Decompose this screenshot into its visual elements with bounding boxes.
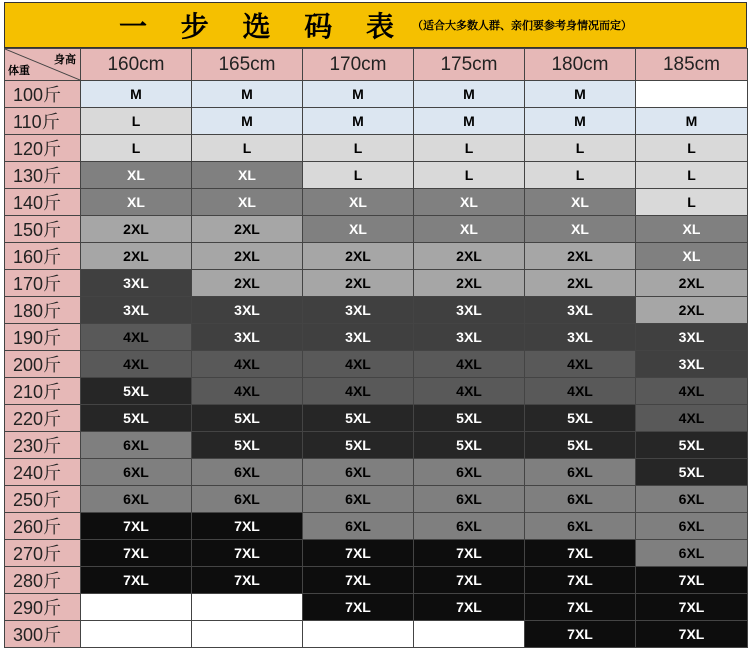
size-cell: 3XL bbox=[525, 297, 636, 324]
size-cell: 7XL bbox=[414, 567, 525, 594]
size-cell: 5XL bbox=[303, 405, 414, 432]
size-cell: L bbox=[81, 135, 192, 162]
size-cell: 5XL bbox=[414, 405, 525, 432]
table-body bbox=[5, 81, 748, 648]
table-row bbox=[5, 594, 748, 621]
weight-cell: 130斤 bbox=[5, 162, 81, 189]
size-cell: 5XL bbox=[414, 432, 525, 459]
size-cell bbox=[192, 594, 303, 621]
size-cell: XL bbox=[81, 162, 192, 189]
size-cell: 4XL bbox=[414, 378, 525, 405]
table-row bbox=[5, 513, 748, 540]
size-cell: 3XL bbox=[636, 351, 748, 378]
size-cell: 6XL bbox=[81, 486, 192, 513]
size-cell: M bbox=[525, 81, 636, 108]
size-cell bbox=[636, 81, 748, 108]
size-cell: 6XL bbox=[525, 513, 636, 540]
size-cell: 7XL bbox=[303, 567, 414, 594]
size-cell: 3XL bbox=[414, 324, 525, 351]
size-cell: XL bbox=[303, 189, 414, 216]
size-cell: 4XL bbox=[303, 351, 414, 378]
size-cell: XL bbox=[636, 216, 748, 243]
table-row bbox=[5, 540, 748, 567]
weight-cell: 190斤 bbox=[5, 324, 81, 351]
height-header: 170cm bbox=[303, 49, 414, 81]
size-cell: 7XL bbox=[303, 594, 414, 621]
table-row bbox=[5, 162, 748, 189]
size-cell: 2XL bbox=[525, 270, 636, 297]
size-cell: 2XL bbox=[414, 270, 525, 297]
table-row bbox=[5, 621, 748, 648]
size-cell bbox=[81, 621, 192, 648]
height-header: 175cm bbox=[414, 49, 525, 81]
size-cell: XL bbox=[303, 216, 414, 243]
size-cell: 7XL bbox=[192, 540, 303, 567]
size-cell: L bbox=[303, 135, 414, 162]
size-cell: 7XL bbox=[525, 621, 636, 648]
size-cell: 6XL bbox=[303, 513, 414, 540]
size-cell: 2XL bbox=[636, 297, 748, 324]
size-cell: L bbox=[636, 189, 748, 216]
size-cell: 3XL bbox=[192, 324, 303, 351]
size-cell: 4XL bbox=[414, 351, 525, 378]
size-cell: 7XL bbox=[81, 540, 192, 567]
size-cell: 5XL bbox=[303, 432, 414, 459]
table-row bbox=[5, 108, 748, 135]
size-cell: 7XL bbox=[303, 540, 414, 567]
size-cell: 4XL bbox=[636, 378, 748, 405]
size-chart bbox=[4, 2, 747, 648]
size-cell: 7XL bbox=[636, 594, 748, 621]
size-table bbox=[4, 48, 748, 648]
size-cell: 3XL bbox=[636, 324, 748, 351]
size-cell: 5XL bbox=[81, 405, 192, 432]
size-cell: 3XL bbox=[303, 297, 414, 324]
size-cell: 3XL bbox=[81, 270, 192, 297]
size-cell: 7XL bbox=[636, 567, 748, 594]
size-cell: 6XL bbox=[414, 486, 525, 513]
corner-cell bbox=[5, 49, 81, 81]
table-row bbox=[5, 567, 748, 594]
size-cell: L bbox=[525, 135, 636, 162]
height-label: 身高 bbox=[54, 53, 76, 66]
size-cell: 6XL bbox=[81, 432, 192, 459]
size-cell: 6XL bbox=[81, 459, 192, 486]
size-cell: 6XL bbox=[303, 486, 414, 513]
size-cell: M bbox=[81, 81, 192, 108]
title-bar bbox=[4, 2, 747, 48]
weight-cell: 180斤 bbox=[5, 297, 81, 324]
table-row bbox=[5, 459, 748, 486]
size-cell: 6XL bbox=[525, 486, 636, 513]
size-cell: L bbox=[192, 135, 303, 162]
height-header: 160cm bbox=[81, 49, 192, 81]
size-cell: XL bbox=[192, 189, 303, 216]
size-cell bbox=[303, 621, 414, 648]
size-cell: 7XL bbox=[192, 567, 303, 594]
size-cell: XL bbox=[192, 162, 303, 189]
size-cell: M bbox=[303, 81, 414, 108]
size-cell: 7XL bbox=[81, 567, 192, 594]
table-row bbox=[5, 81, 748, 108]
size-cell: 4XL bbox=[525, 351, 636, 378]
weight-cell: 280斤 bbox=[5, 567, 81, 594]
size-cell: 6XL bbox=[414, 459, 525, 486]
size-cell: 7XL bbox=[636, 621, 748, 648]
weight-cell: 100斤 bbox=[5, 81, 81, 108]
weight-cell: 170斤 bbox=[5, 270, 81, 297]
size-cell: XL bbox=[525, 216, 636, 243]
size-cell: L bbox=[636, 135, 748, 162]
size-cell: 2XL bbox=[303, 243, 414, 270]
size-cell: 4XL bbox=[303, 378, 414, 405]
table-row bbox=[5, 297, 748, 324]
chart-title: 一 步 选 码 表 bbox=[119, 10, 406, 43]
table-row bbox=[5, 243, 748, 270]
size-cell: 5XL bbox=[636, 459, 748, 486]
size-cell: M bbox=[303, 108, 414, 135]
size-cell: L bbox=[414, 135, 525, 162]
size-cell: 2XL bbox=[81, 216, 192, 243]
size-cell: M bbox=[636, 108, 748, 135]
size-cell: 3XL bbox=[81, 297, 192, 324]
table-row bbox=[5, 324, 748, 351]
table-row bbox=[5, 432, 748, 459]
size-cell: 7XL bbox=[525, 540, 636, 567]
weight-cell: 120斤 bbox=[5, 135, 81, 162]
size-cell: 6XL bbox=[303, 459, 414, 486]
size-cell: M bbox=[525, 108, 636, 135]
size-cell: 4XL bbox=[192, 378, 303, 405]
size-cell: 5XL bbox=[192, 405, 303, 432]
table-row bbox=[5, 405, 748, 432]
size-cell: L bbox=[303, 162, 414, 189]
size-cell: 3XL bbox=[303, 324, 414, 351]
weight-cell: 240斤 bbox=[5, 459, 81, 486]
table-row bbox=[5, 486, 748, 513]
size-cell: 6XL bbox=[636, 540, 748, 567]
table-row bbox=[5, 378, 748, 405]
size-cell: 3XL bbox=[525, 324, 636, 351]
size-cell: 4XL bbox=[192, 351, 303, 378]
size-cell: XL bbox=[414, 216, 525, 243]
weight-cell: 290斤 bbox=[5, 594, 81, 621]
size-cell: 5XL bbox=[192, 432, 303, 459]
table-row bbox=[5, 270, 748, 297]
size-cell: 6XL bbox=[525, 459, 636, 486]
size-cell: 2XL bbox=[636, 270, 748, 297]
size-cell: 5XL bbox=[81, 378, 192, 405]
size-cell: 7XL bbox=[414, 540, 525, 567]
height-header: 180cm bbox=[525, 49, 636, 81]
weight-cell: 220斤 bbox=[5, 405, 81, 432]
size-cell: 7XL bbox=[81, 513, 192, 540]
weight-cell: 150斤 bbox=[5, 216, 81, 243]
table-row bbox=[5, 351, 748, 378]
weight-cell: 270斤 bbox=[5, 540, 81, 567]
size-cell: 6XL bbox=[636, 513, 748, 540]
size-cell: 3XL bbox=[414, 297, 525, 324]
size-cell: L bbox=[81, 108, 192, 135]
size-cell: 6XL bbox=[636, 486, 748, 513]
weight-cell: 210斤 bbox=[5, 378, 81, 405]
weight-cell: 260斤 bbox=[5, 513, 81, 540]
table-row bbox=[5, 216, 748, 243]
size-cell: M bbox=[414, 108, 525, 135]
size-cell: 5XL bbox=[636, 432, 748, 459]
size-cell: XL bbox=[81, 189, 192, 216]
size-cell: M bbox=[192, 81, 303, 108]
weight-cell: 140斤 bbox=[5, 189, 81, 216]
size-cell: 2XL bbox=[414, 243, 525, 270]
size-cell: 2XL bbox=[192, 243, 303, 270]
size-cell: 6XL bbox=[414, 513, 525, 540]
table-row bbox=[5, 189, 748, 216]
size-cell: 6XL bbox=[192, 459, 303, 486]
size-cell: 2XL bbox=[303, 270, 414, 297]
size-cell: L bbox=[525, 162, 636, 189]
height-header: 165cm bbox=[192, 49, 303, 81]
size-cell: 3XL bbox=[192, 297, 303, 324]
size-cell: 6XL bbox=[192, 486, 303, 513]
size-cell bbox=[192, 621, 303, 648]
size-cell: XL bbox=[525, 189, 636, 216]
size-cell: XL bbox=[636, 243, 748, 270]
weight-cell: 200斤 bbox=[5, 351, 81, 378]
size-cell: 4XL bbox=[636, 405, 748, 432]
table-row bbox=[5, 135, 748, 162]
size-cell: 5XL bbox=[525, 432, 636, 459]
size-cell: 4XL bbox=[81, 324, 192, 351]
weight-cell: 250斤 bbox=[5, 486, 81, 513]
chart-note: （适合大多数人群、亲们要参考身情况而定） bbox=[412, 19, 632, 32]
size-cell: 2XL bbox=[81, 243, 192, 270]
size-cell: 4XL bbox=[525, 378, 636, 405]
weight-cell: 110斤 bbox=[5, 108, 81, 135]
size-cell: 7XL bbox=[525, 567, 636, 594]
size-cell bbox=[414, 621, 525, 648]
weight-cell: 230斤 bbox=[5, 432, 81, 459]
size-cell: 2XL bbox=[525, 243, 636, 270]
size-cell: L bbox=[636, 162, 748, 189]
size-cell: 2XL bbox=[192, 216, 303, 243]
size-cell: L bbox=[414, 162, 525, 189]
weight-label: 体重 bbox=[8, 64, 30, 77]
weight-cell: 160斤 bbox=[5, 243, 81, 270]
size-cell: XL bbox=[414, 189, 525, 216]
weight-cell: 300斤 bbox=[5, 621, 81, 648]
size-cell: M bbox=[414, 81, 525, 108]
height-header: 185cm bbox=[636, 49, 748, 81]
size-cell: 2XL bbox=[192, 270, 303, 297]
size-cell: 7XL bbox=[525, 594, 636, 621]
header-row bbox=[5, 49, 748, 81]
size-cell: M bbox=[192, 108, 303, 135]
size-cell bbox=[81, 594, 192, 621]
size-cell: 4XL bbox=[81, 351, 192, 378]
size-cell: 7XL bbox=[192, 513, 303, 540]
size-cell: 7XL bbox=[414, 594, 525, 621]
size-cell: 5XL bbox=[525, 405, 636, 432]
